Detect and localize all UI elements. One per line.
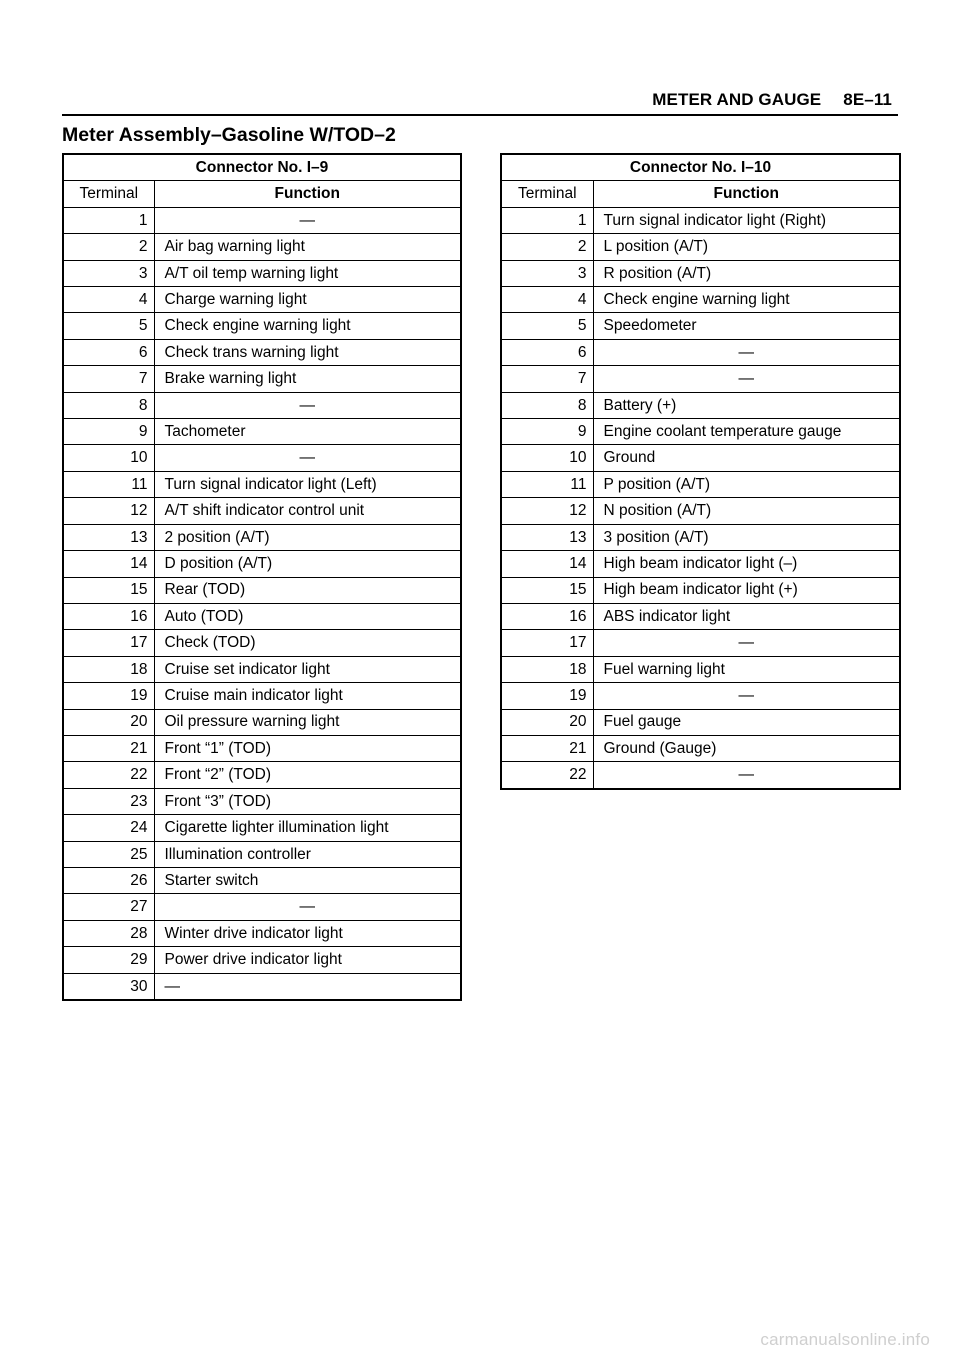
table-row bbox=[501, 339, 900, 365]
function-cell: P position (A/T) bbox=[593, 471, 900, 497]
table-caption: Connector No. I–9 bbox=[63, 154, 461, 181]
function-cell: Ground (Gauge) bbox=[593, 735, 900, 761]
table-row bbox=[501, 603, 900, 629]
function-cell: Winter drive indicator light bbox=[154, 920, 461, 946]
table-row bbox=[501, 630, 900, 656]
terminal-cell: 10 bbox=[63, 445, 154, 471]
terminal-cell: 7 bbox=[501, 366, 593, 392]
function-cell: Battery (+) bbox=[593, 392, 900, 418]
function-cell: Engine coolant temperature gauge bbox=[593, 419, 900, 445]
terminal-cell: 1 bbox=[63, 207, 154, 233]
table-row bbox=[63, 867, 461, 893]
function-cell: Cigarette lighter illumination light bbox=[154, 815, 461, 841]
table-row bbox=[63, 603, 461, 629]
terminal-cell: 22 bbox=[63, 762, 154, 788]
table-row bbox=[63, 551, 461, 577]
table-row bbox=[501, 577, 900, 603]
terminal-cell: 22 bbox=[501, 762, 593, 789]
table-row bbox=[63, 973, 461, 1000]
terminal-cell: 13 bbox=[63, 524, 154, 550]
function-cell: D position (A/T) bbox=[154, 551, 461, 577]
terminal-cell: 13 bbox=[501, 524, 593, 550]
function-cell: Power drive indicator light bbox=[154, 947, 461, 973]
page-header bbox=[652, 90, 892, 110]
table-row bbox=[63, 419, 461, 445]
terminal-cell: 15 bbox=[501, 577, 593, 603]
terminal-cell: 15 bbox=[63, 577, 154, 603]
terminal-cell: 20 bbox=[63, 709, 154, 735]
table-row bbox=[501, 762, 900, 789]
function-cell: — bbox=[154, 445, 461, 471]
table-row bbox=[63, 788, 461, 814]
function-cell: High beam indicator light (–) bbox=[593, 551, 900, 577]
terminal-cell: 30 bbox=[63, 973, 154, 1000]
watermark-footer: carmanualsonline.info bbox=[760, 1330, 930, 1349]
terminal-cell: 5 bbox=[63, 313, 154, 339]
function-cell: A/T shift indicator control unit bbox=[154, 498, 461, 524]
table-row bbox=[501, 207, 900, 233]
table-caption: Connector No. I–10 bbox=[501, 154, 900, 181]
table-row bbox=[63, 445, 461, 471]
header-rule bbox=[62, 114, 898, 116]
function-cell: Front “3” (TOD) bbox=[154, 788, 461, 814]
table-row bbox=[501, 656, 900, 682]
function-cell: Check engine warning light bbox=[154, 313, 461, 339]
terminal-cell: 19 bbox=[63, 683, 154, 709]
terminal-cell: 28 bbox=[63, 920, 154, 946]
terminal-cell: 16 bbox=[63, 603, 154, 629]
function-cell: Illumination controller bbox=[154, 841, 461, 867]
terminal-cell: 17 bbox=[63, 630, 154, 656]
column-header-terminal: Terminal bbox=[501, 181, 593, 207]
terminal-cell: 8 bbox=[501, 392, 593, 418]
function-cell: Check trans warning light bbox=[154, 339, 461, 365]
table-row bbox=[63, 683, 461, 709]
function-cell: Cruise main indicator light bbox=[154, 683, 461, 709]
table-row bbox=[501, 471, 900, 497]
table-row bbox=[63, 287, 461, 313]
terminal-cell: 12 bbox=[501, 498, 593, 524]
table-row bbox=[63, 894, 461, 920]
function-cell: Rear (TOD) bbox=[154, 577, 461, 603]
function-cell: Front “2” (TOD) bbox=[154, 762, 461, 788]
terminal-cell: 14 bbox=[501, 551, 593, 577]
terminal-cell: 4 bbox=[501, 287, 593, 313]
function-cell: 2 position (A/T) bbox=[154, 524, 461, 550]
terminal-cell: 1 bbox=[501, 207, 593, 233]
table-row bbox=[63, 735, 461, 761]
function-cell: — bbox=[593, 339, 900, 365]
terminal-cell: 20 bbox=[501, 709, 593, 735]
function-cell: Oil pressure warning light bbox=[154, 709, 461, 735]
table-row bbox=[63, 366, 461, 392]
terminal-cell: 8 bbox=[63, 392, 154, 418]
function-cell: — bbox=[593, 630, 900, 656]
table-row bbox=[501, 287, 900, 313]
terminal-cell: 19 bbox=[501, 683, 593, 709]
terminal-cell: 27 bbox=[63, 894, 154, 920]
table-row bbox=[501, 551, 900, 577]
function-cell: ABS indicator light bbox=[593, 603, 900, 629]
table-row bbox=[501, 313, 900, 339]
terminal-cell: 26 bbox=[63, 867, 154, 893]
function-cell: Check (TOD) bbox=[154, 630, 461, 656]
function-cell: R position (A/T) bbox=[593, 260, 900, 286]
table-row bbox=[63, 471, 461, 497]
table-row bbox=[501, 234, 900, 260]
terminal-cell: 23 bbox=[63, 788, 154, 814]
terminal-cell: 10 bbox=[501, 445, 593, 471]
table-row bbox=[501, 419, 900, 445]
function-cell: Brake warning light bbox=[154, 366, 461, 392]
page-title: Meter Assembly–Gasoline W/TOD–2 bbox=[62, 124, 396, 146]
table-row bbox=[63, 313, 461, 339]
table-row bbox=[63, 947, 461, 973]
terminal-cell: 11 bbox=[501, 471, 593, 497]
function-cell: — bbox=[593, 683, 900, 709]
terminal-cell: 17 bbox=[501, 630, 593, 656]
table-row bbox=[63, 339, 461, 365]
connector-table-i10 bbox=[500, 153, 901, 790]
table-row bbox=[63, 498, 461, 524]
function-cell: — bbox=[154, 894, 461, 920]
function-cell: L position (A/T) bbox=[593, 234, 900, 260]
connector-table-i9 bbox=[62, 153, 462, 1001]
terminal-cell: 21 bbox=[63, 735, 154, 761]
table-row bbox=[501, 709, 900, 735]
terminal-cell: 18 bbox=[501, 656, 593, 682]
table-row bbox=[63, 709, 461, 735]
table-row bbox=[63, 524, 461, 550]
function-cell: — bbox=[593, 366, 900, 392]
table-row bbox=[63, 577, 461, 603]
function-cell: A/T oil temp warning light bbox=[154, 260, 461, 286]
function-cell: Fuel gauge bbox=[593, 709, 900, 735]
page-number: 8E–11 bbox=[843, 90, 892, 109]
terminal-cell: 25 bbox=[63, 841, 154, 867]
terminal-cell: 2 bbox=[63, 234, 154, 260]
table-row bbox=[501, 392, 900, 418]
table-row bbox=[63, 656, 461, 682]
table-row bbox=[501, 735, 900, 761]
terminal-cell: 5 bbox=[501, 313, 593, 339]
table-row bbox=[501, 366, 900, 392]
table-row bbox=[63, 392, 461, 418]
terminal-cell: 21 bbox=[501, 735, 593, 761]
function-cell: — bbox=[154, 392, 461, 418]
function-cell: 3 position (A/T) bbox=[593, 524, 900, 550]
terminal-cell: 9 bbox=[501, 419, 593, 445]
column-header-function: Function bbox=[154, 181, 461, 207]
terminal-cell: 3 bbox=[63, 260, 154, 286]
function-cell: Starter switch bbox=[154, 867, 461, 893]
section-title: METER AND GAUGE bbox=[652, 90, 822, 109]
terminal-cell: 9 bbox=[63, 419, 154, 445]
terminal-cell: 24 bbox=[63, 815, 154, 841]
column-header-function: Function bbox=[593, 181, 900, 207]
function-cell: Front “1” (TOD) bbox=[154, 735, 461, 761]
terminal-cell: 7 bbox=[63, 366, 154, 392]
terminal-cell: 12 bbox=[63, 498, 154, 524]
table-row bbox=[501, 260, 900, 286]
terminal-cell: 11 bbox=[63, 471, 154, 497]
terminal-cell: 18 bbox=[63, 656, 154, 682]
function-cell: Tachometer bbox=[154, 419, 461, 445]
function-cell: — bbox=[154, 207, 461, 233]
function-cell: Auto (TOD) bbox=[154, 603, 461, 629]
table-row bbox=[501, 524, 900, 550]
table-row bbox=[63, 815, 461, 841]
function-cell: Cruise set indicator light bbox=[154, 656, 461, 682]
table-row bbox=[63, 762, 461, 788]
terminal-cell: 6 bbox=[63, 339, 154, 365]
function-cell: N position (A/T) bbox=[593, 498, 900, 524]
table-row bbox=[501, 683, 900, 709]
terminal-cell: 4 bbox=[63, 287, 154, 313]
column-header-terminal: Terminal bbox=[63, 181, 154, 207]
table-row bbox=[501, 445, 900, 471]
table-row bbox=[63, 920, 461, 946]
terminal-cell: 14 bbox=[63, 551, 154, 577]
terminal-cell: 29 bbox=[63, 947, 154, 973]
function-cell: Speedometer bbox=[593, 313, 900, 339]
table-row bbox=[63, 234, 461, 260]
function-cell: Turn signal indicator light (Left) bbox=[154, 471, 461, 497]
terminal-cell: 3 bbox=[501, 260, 593, 286]
function-cell: — bbox=[154, 973, 461, 1000]
table-row bbox=[63, 260, 461, 286]
table-row bbox=[63, 841, 461, 867]
function-cell: Charge warning light bbox=[154, 287, 461, 313]
function-cell: Check engine warning light bbox=[593, 287, 900, 313]
table-row bbox=[63, 207, 461, 233]
function-cell: Ground bbox=[593, 445, 900, 471]
function-cell: Turn signal indicator light (Right) bbox=[593, 207, 900, 233]
terminal-cell: 2 bbox=[501, 234, 593, 260]
function-cell: High beam indicator light (+) bbox=[593, 577, 900, 603]
terminal-cell: 16 bbox=[501, 603, 593, 629]
function-cell: Fuel warning light bbox=[593, 656, 900, 682]
function-cell: — bbox=[593, 762, 900, 789]
function-cell: Air bag warning light bbox=[154, 234, 461, 260]
table-row bbox=[501, 498, 900, 524]
table-row bbox=[63, 630, 461, 656]
terminal-cell: 6 bbox=[501, 339, 593, 365]
